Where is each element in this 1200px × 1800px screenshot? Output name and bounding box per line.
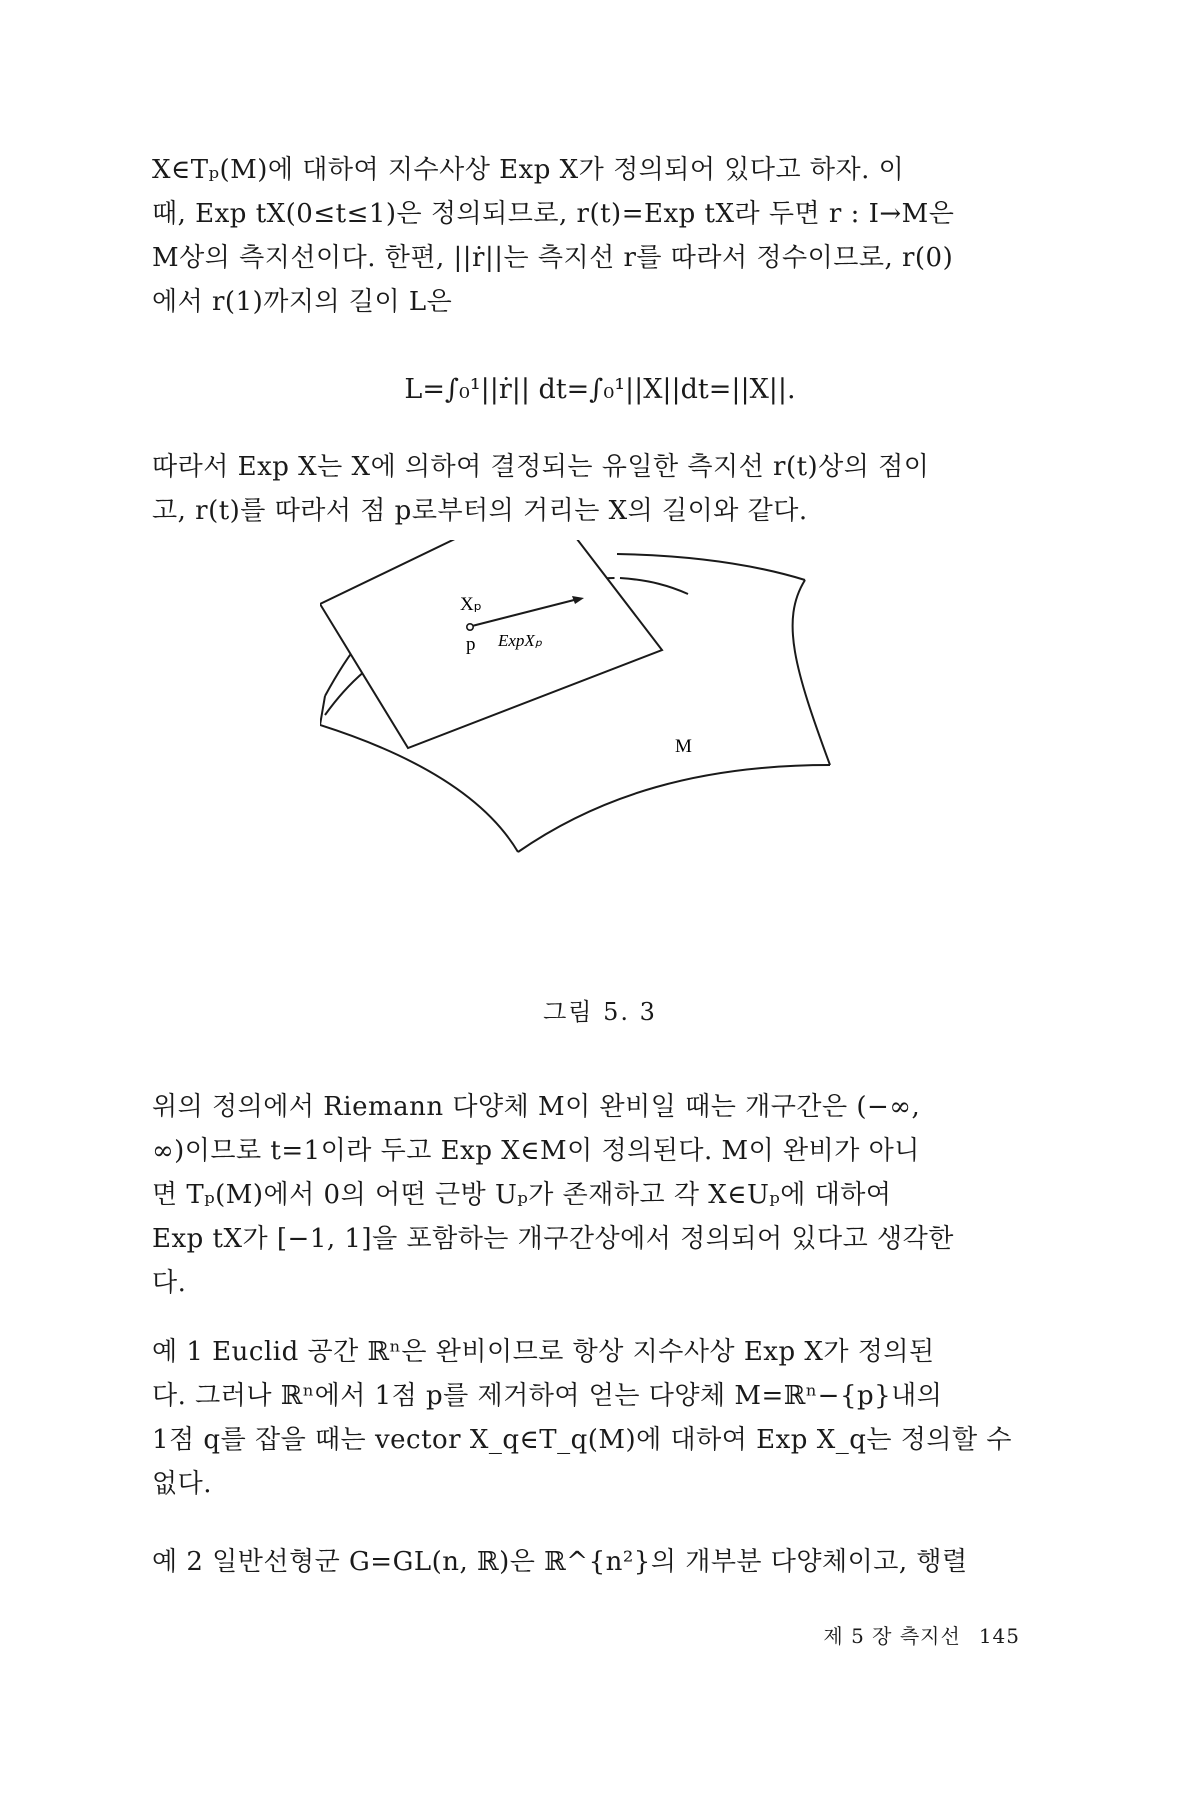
text-line: 1점 q를 잡을 때는 vector X_q∈T_q(M)에 대하여 Exp X_q는 정의할 수 xyxy=(152,1425,1012,1455)
label-manifold-m: M xyxy=(675,736,692,757)
text-line: 위의 정의에서 Riemann 다양체 M이 완비일 때는 개구간은 (−∞, xyxy=(152,1092,921,1122)
page-footer xyxy=(770,1620,1020,1649)
text-line: X∈Tₚ(M)에 대하여 지수사상 Exp X가 정의되어 있다고 하자. 이 xyxy=(152,155,905,185)
manifold-bottom-edge xyxy=(518,765,830,852)
text-line: 다. xyxy=(152,1268,187,1298)
page-number: 145 xyxy=(978,1624,1020,1648)
text-line: 예 1 Euclid 공간 ℝⁿ은 완비이므로 항상 지수사상 Exp X가 정의된 xyxy=(152,1337,935,1367)
paragraph-3 xyxy=(152,1085,1020,1305)
text-line: ∞)이므로 t=1이라 두고 Exp X∈M이 정의된다. M이 완비가 아니 xyxy=(152,1136,920,1166)
manifold-left-edge xyxy=(320,696,325,725)
figure-caption: 그림 5. 3 xyxy=(543,998,657,1026)
tangent-plane xyxy=(320,540,662,748)
text-line: 다. 그러나 ℝⁿ에서 1점 p를 제거하여 얻는 다양체 M=ℝⁿ−{p}내의 xyxy=(152,1381,943,1411)
text-line: 에서 r(1)까지의 길이 L은 xyxy=(152,287,453,317)
text-line: Exp tX가 [−1, 1]을 포함하는 개구간상에서 정의되어 있다고 생각한 xyxy=(152,1224,954,1254)
text-line: 예 2 일반선형군 G=GL(n, ℝ)은 ℝ^{n²}의 개부분 다양체이고, 행렬 xyxy=(152,1547,968,1577)
paragraph-2 xyxy=(152,445,1020,533)
text-line: 따라서 Exp X는 X에 의하여 결정되는 유일한 측지선 r(t)상의 점이 xyxy=(152,452,930,482)
paragraph-1 xyxy=(152,148,1020,324)
example-2 xyxy=(152,1540,1020,1584)
text-line: M상의 측지선이다. 한편, ||ṙ||는 측지선 r를 따라서 정수이므로, r(0) xyxy=(152,243,954,273)
arc-length-formula: L=∫₀¹||ṙ|| dt=∫₀¹||X||dt=||X||. xyxy=(404,374,796,405)
text-line: 때, Exp tX(0≤t≤1)은 정의되므로, r(t)=Exp tX라 두면 r : I→M은 xyxy=(152,199,955,229)
text-line: 면 Tₚ(M)에서 0의 어떤 근방 Uₚ가 존재하고 각 X∈Uₚ에 대하여 xyxy=(152,1180,892,1210)
point-p-marker xyxy=(467,624,473,630)
label-point-p: p xyxy=(466,634,476,655)
label-exp-xp: ExpXₚ xyxy=(498,631,543,650)
figure-exponential-map xyxy=(320,540,880,980)
text-line: 고, r(t)를 따라서 점 p로부터의 거리는 X의 길이와 같다. xyxy=(152,496,808,526)
manifold-top-edge xyxy=(617,554,805,580)
example-1 xyxy=(152,1330,1020,1506)
text-line: 없다. xyxy=(152,1469,212,1499)
label-vector-xp: Xₚ xyxy=(460,594,482,615)
manifold-right-edge xyxy=(793,580,830,765)
geodesic-solid-right xyxy=(620,578,688,594)
running-head-chapter: 제 5 장 측지선 xyxy=(823,1624,961,1648)
